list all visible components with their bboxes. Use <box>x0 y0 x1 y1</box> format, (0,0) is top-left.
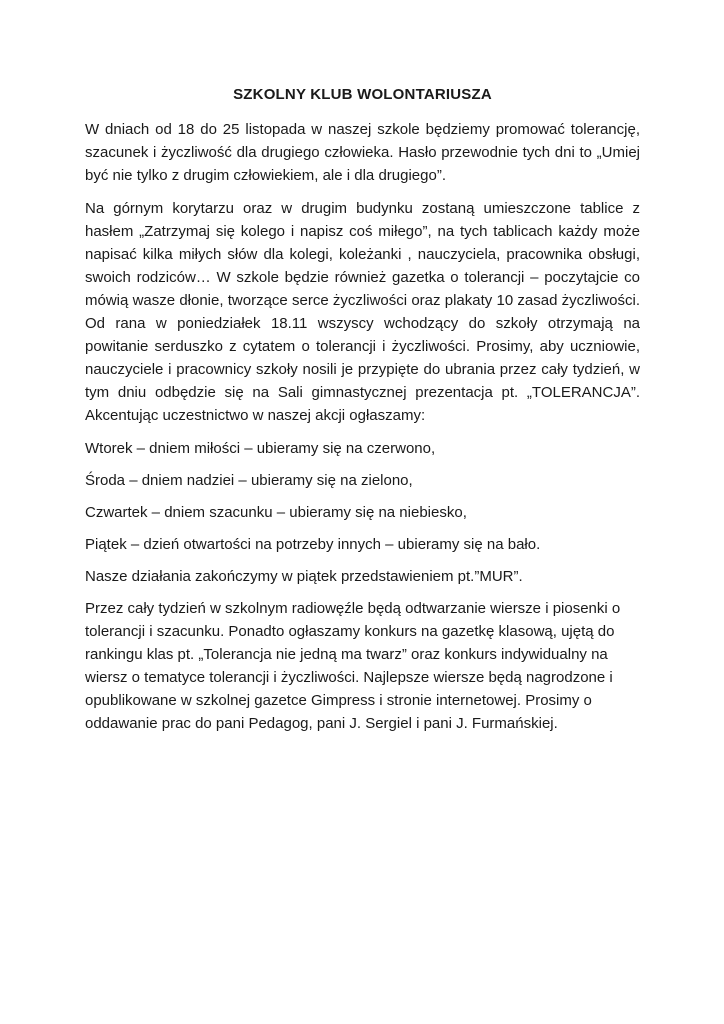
day-line-friday: Piątek – dzień otwartości na potrzeby innych – ubieramy się na bało. <box>85 536 541 553</box>
paragraph-final: Przez cały tydzień w szkolnym radiowęźle będą odtwarzanie wiersze i piosenki o tolerancji i szacunku. Ponadto ogłaszamy konkurs na gazetkę klasową, ujętą do rankingu klas pt. „Tolerancja nie jedną ma twarz” oraz konkurs indywidualny na wiersz o tematyce tolerancji i życzliwości. Najlepsze wiersze będą nagrodzone i opublikowane w szkolnej gazetce Gimpress i stronie internetowej. Prosimy o oddawanie prac do pani Pedagog, pani J. Sergiel i pani J. Furmańskiej. <box>85 600 621 732</box>
closing-line: Nasze działania zakończymy w piątek przedstawieniem pt.”MUR”. <box>85 568 523 585</box>
day-line-wednesday: Środa – dniem nadziei – ubieramy się na zielono, <box>85 472 413 489</box>
document-title: SZKOLNY KLUB WOLONTARIUSZA <box>233 86 492 103</box>
paragraph-intro: W dniach od 18 do 25 listopada w naszej szkole będziemy promować tolerancję, szacunek i życzliwość dla drugiego człowieka. Hasło przewodnie tych dni to „Umiej być nie tylko z drugim człowiekiem, ale i dla drugiego”. <box>85 121 640 184</box>
day-line-tuesday: Wtorek – dniem miłości – ubieramy się na czerwono, <box>85 440 436 457</box>
day-line-thursday: Czwartek – dniem szacunku – ubieramy się na niebiesko, <box>85 504 467 521</box>
paragraph-main: Na górnym korytarzu oraz w drugim budynku zostaną umieszczone tablice z hasłem „Zatrzymaj się kolego i napisz coś miłego”, na tych tablicach każdy może napisać kilka miłych słów dla kolegi, koleżanki , nauczyciela, pracownika obsługi, swoich rodziców… W szkole będzie również gazetka o tolerancji – poczytajcie co mówią wasze dłonie, tworzące serce życzliwości oraz plakaty 10 zasad życzliwości. Od rana w poniedziałek 18.11 wszyscy wchodzący do szkoły otrzymają na powitanie serduszko z cytatem o tolerancji i życzliwości. Prosimy, aby uczniowie, nauczyciele i pracownicy szkoły nosili je przypięte do ubrania przez cały tydzień, w tym dniu odbędzie się na Sali gimnastycznej prezentacja pt. „TOLERANCJA”. Akcentując uczestnictwo w naszej akcji ogłaszamy: <box>85 200 640 424</box>
